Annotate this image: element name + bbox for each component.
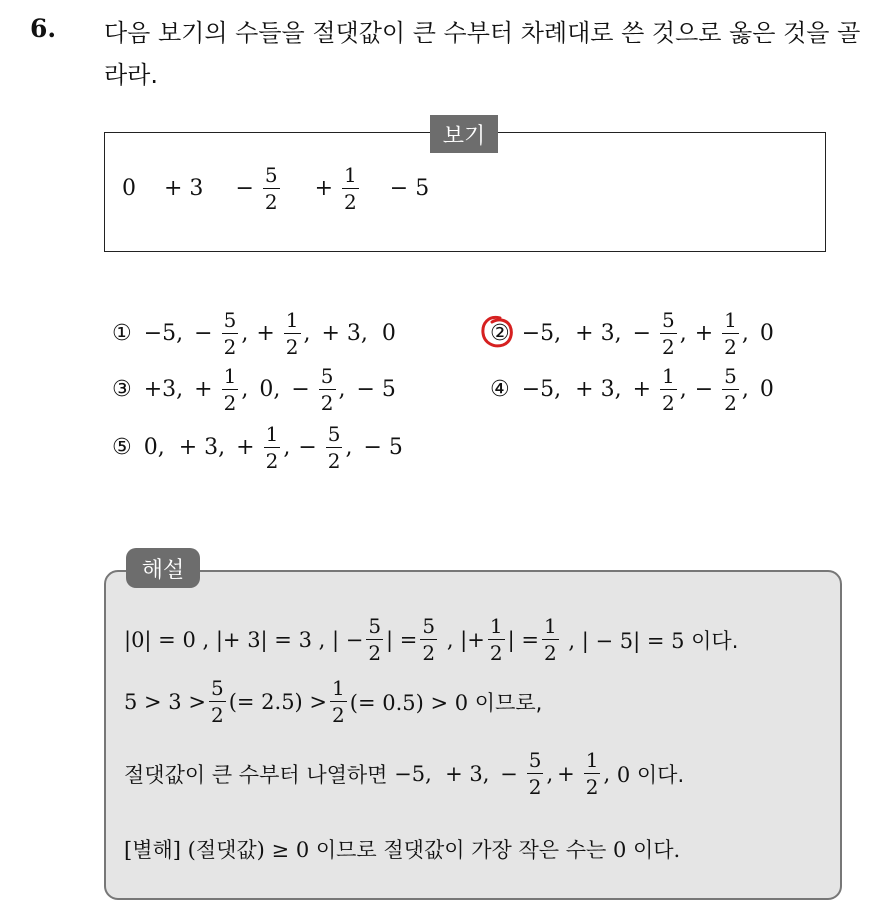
option-5-marker: ⑤ xyxy=(112,435,132,460)
bogi-item-minus-5-2: − $\frac{5}{2}$ xyxy=(235,163,278,214)
option-5[interactable]: ⑤ 0, + 3, + $\frac{1}{2}$ , − $\frac{5}{2}$ , − 5 xyxy=(112,422,403,473)
option-2-marker: ② xyxy=(490,321,510,346)
solution-line-3: 절댓값이 큰 수부터 나열하면 −5, + 3, − $\frac{5}{2}$ , + $\frac{1}{2}$ , 0 이다. xyxy=(124,748,685,799)
bogi-label: 보기 xyxy=(430,115,498,153)
solution-line-4: [별해] (절댓값) ≥ 0 이므로 절댓값이 가장 작은 수는 0 이다. xyxy=(124,838,681,862)
solution-line-1: |0| = 0 , |+ 3| = 3 , | − $\frac{5}{2}$ | = $\frac{5}{2}$ , |+ $\frac{1}{2}$ | = $\frac{1}{2}$ , | − 5| = 5 이다. xyxy=(124,614,739,665)
solution-line-2: 5 > 3 > $\frac{5}{2}$ (= 2.5) > $\frac{1}{2}$ (= 0.5) > 0 이므로, xyxy=(124,676,543,727)
option-3[interactable]: ③ +3, + $\frac{1}{2}$ , 0, − $\frac{5}{2}$ , − 5 xyxy=(112,364,396,415)
bogi-items xyxy=(122,165,457,212)
bogi-item-minus5: − 5 xyxy=(389,176,430,201)
question-text: 다음 보기의 수들을 절댓값이 큰 수부터 차례대로 쓴 것으로 옳은 것을 골라라. xyxy=(104,19,861,89)
bogi-item-0: 0 xyxy=(122,176,136,201)
solution-label: 해설 xyxy=(126,548,200,588)
answer-circle-mark xyxy=(480,314,514,350)
bogi-item-plus3: + 3 xyxy=(164,176,204,201)
option-1[interactable]: ① −5, − $\frac{5}{2}$ , + $\frac{1}{2}$ , + 3, 0 xyxy=(112,308,396,359)
option-1-marker: ① xyxy=(112,321,132,346)
option-3-marker: ③ xyxy=(112,377,132,402)
bogi-item-plus-1-2: + $\frac{1}{2}$ xyxy=(314,163,357,214)
option-2[interactable]: ② −5, + 3, − $\frac{5}{2}$ , + $\frac{1}{2}$ , 0 xyxy=(490,308,774,359)
question-number: 6. xyxy=(30,14,57,43)
option-4[interactable]: ④ −5, + 3, + $\frac{1}{2}$ , − $\frac{5}{2}$ , 0 xyxy=(490,364,774,415)
option-4-marker: ④ xyxy=(490,377,510,402)
